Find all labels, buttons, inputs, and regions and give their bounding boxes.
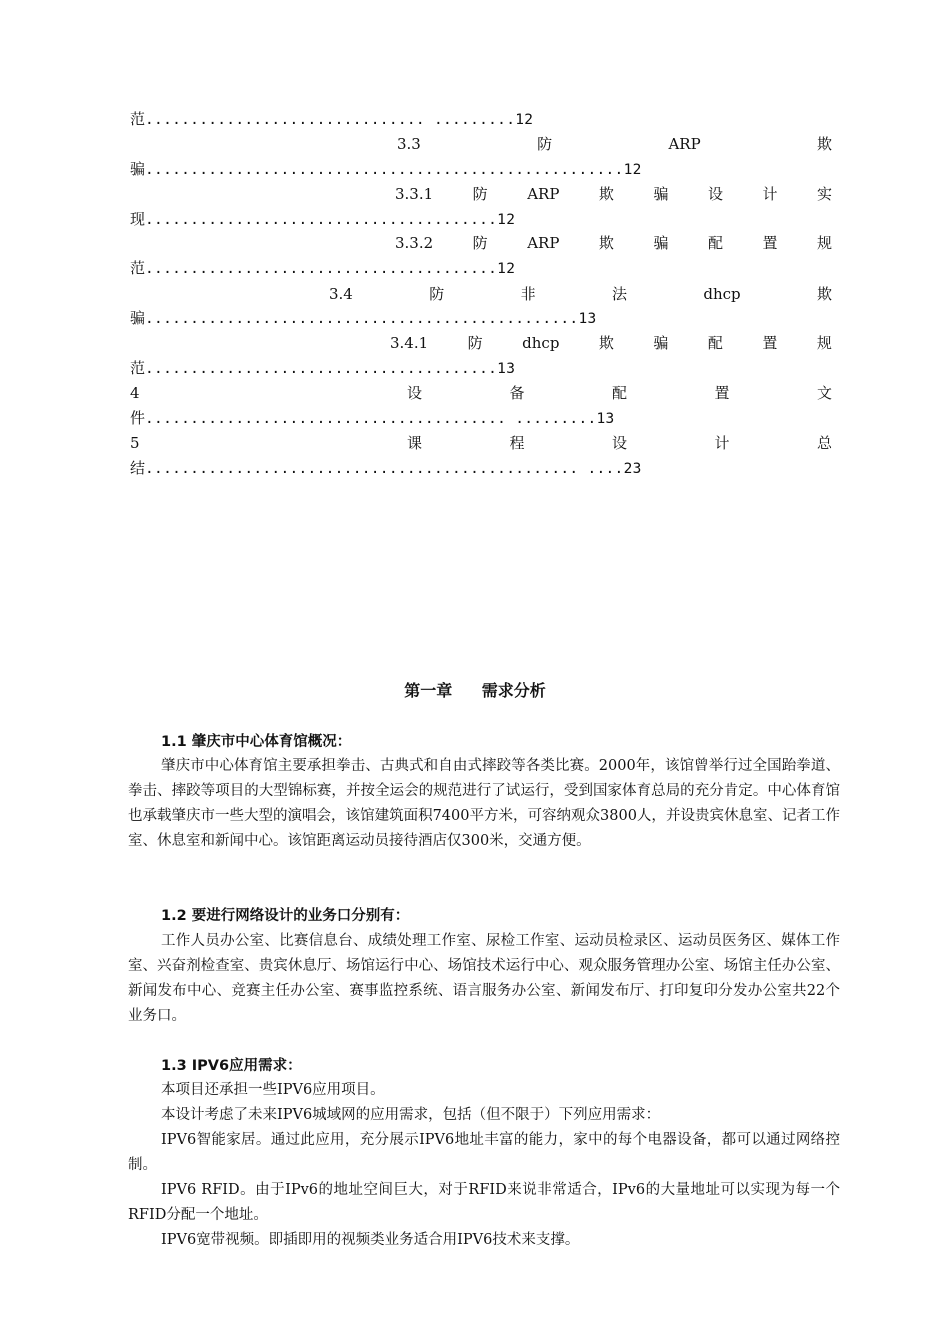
section-1-2-heading: 1.2 要进行网络设计的业务口分别有： (161, 908, 410, 924)
toc-text: 设 (407, 384, 423, 402)
section-1-1-heading: 1.1 肇庆市中心体育馆概况： (161, 734, 352, 750)
section-1-3-paragraph-2: 本设计考虑了未来IPV6城域网的应用需求，包括（但不限于）下列应用需求： (161, 1107, 661, 1123)
toc-entry-5[interactable] (130, 431, 832, 456)
toc-entry-5-tail[interactable] (130, 456, 832, 481)
toc-text: 实 (816, 185, 832, 203)
section-1-1-paragraph: 肇庆市中心体育馆主要承担拳击、古典式和自由式摔跤等各类比赛。2000年，该馆曾举行过全国跆拳道、拳击、摔跤等项目的大型锦标赛，并按全运会的规范进行了试运行，受到国家体育总局的充分肯定。中心体育馆也承载肇庆市一些大型的演唱会，该馆建筑面积7400平方米，可容纳观众3800人，并设贵宾休息室、记者工作室、休息室和新闻中心。该馆距离运动员接待酒店仅300米，交通方便。 (128, 758, 840, 849)
toc-text: 置 (714, 384, 730, 402)
toc-number: 3.3.2 (395, 234, 434, 252)
section-1-2-paragraph: 工作人员办公室、比赛信息台、成绩处理工作室、尿检工作室、运动员检录区、运动员医务区、媒体工作室、兴奋剂检查室、贵宾休息厅、场馆运行中心、场馆技术运行中心、观众服务管理办公室、场馆主任办公室、新闻发布中心、竞赛主任办公室、赛事监控系统、语言服务办公室、新闻发布厅、打印复印分发办公室共22个业务口。 (128, 933, 840, 1024)
toc-number: 3.3.1 (395, 185, 434, 203)
toc-entry-3-3-2[interactable] (395, 231, 832, 256)
toc-text: 程 (509, 434, 525, 452)
toc-text: 骗 (653, 185, 669, 203)
toc-entry-4-tail[interactable] (130, 406, 832, 431)
toc-text: 非 (520, 285, 536, 303)
toc-entry-3-2-2-tail[interactable] (130, 107, 832, 132)
toc-text: 欺 (598, 234, 614, 252)
toc-entry-3-4-1[interactable] (390, 331, 832, 356)
toc-number: 5 (130, 434, 140, 452)
toc-number: 3.3 (397, 135, 421, 153)
toc-number: 3.4.1 (390, 334, 429, 352)
toc-text: 配 (611, 384, 627, 402)
chapter-title: 第一章 需求分析 (404, 681, 546, 700)
toc-text: 现 (130, 210, 146, 228)
toc-text: 规 (816, 234, 832, 252)
toc-leader-page: .......................................13 (145, 361, 516, 377)
toc-text: 课 (407, 434, 423, 452)
toc-leader-page: ................................................ ....23 (145, 461, 642, 477)
toc-text: 欺 (598, 185, 614, 203)
toc-text: 骗 (130, 309, 146, 327)
toc-entry-3-3-1-tail[interactable] (130, 207, 832, 232)
section-1-3-paragraph-1: 本项目还承担一些IPV6应用项目。 (161, 1082, 385, 1098)
toc-entry-3-3[interactable] (397, 132, 832, 157)
toc-text: 配 (707, 334, 723, 352)
toc-text: 设 (707, 185, 723, 203)
toc-text: 法 (611, 285, 627, 303)
toc-entry-4[interactable] (130, 381, 832, 406)
toc-entry-3-3-1[interactable] (395, 182, 832, 207)
toc-text: 设 (611, 434, 627, 452)
toc-text: 计 (762, 185, 778, 203)
toc-number: 3.4 (329, 285, 353, 303)
section-1-3-heading: 1.3 IPV6应用需求： (161, 1058, 302, 1074)
toc-text: 文 (816, 384, 832, 402)
toc-text: 防 (537, 135, 553, 153)
toc-text: 配 (707, 234, 723, 252)
toc-text: ARP (527, 234, 560, 252)
toc-text: 欺 (816, 285, 832, 303)
toc-leader-page: ........................................ .........13 (145, 411, 615, 427)
toc-text: 计 (714, 434, 730, 452)
toc-text: 规 (816, 334, 832, 352)
toc-text: dhcp (522, 334, 560, 352)
toc-leader-page: .......................................12 (145, 261, 516, 277)
toc-entry-3-4[interactable] (329, 282, 832, 307)
toc-text: 总 (816, 434, 832, 452)
toc-entry-3-3-tail[interactable] (130, 157, 832, 182)
toc-text: 欺 (816, 135, 832, 153)
toc-text: 骗 (653, 334, 669, 352)
toc-leader-page: .....................................................12 (145, 162, 642, 178)
toc-text: 骗 (130, 160, 146, 178)
toc-text: ARP (527, 185, 560, 203)
toc-leader-page: .......................................12 (145, 212, 516, 228)
toc-text: 范 (130, 259, 146, 277)
toc-text: 防 (472, 234, 488, 252)
toc-text: 防 (472, 185, 488, 203)
toc-text: 骗 (653, 234, 669, 252)
toc-text: 范 (130, 359, 146, 377)
toc-text: 范 (130, 110, 146, 128)
section-1-3-paragraph-4: IPV6 RFID。由于IPv6的地址空间巨大，对于RFID来说非常适合，IPv6的大量地址可以实现为每一个RFID分配一个地址。 (128, 1182, 840, 1223)
section-1-3-paragraph-3: IPV6智能家居。通过此应用，充分展示IPV6地址丰富的能力，家中的每个电器设备，都可以通过网络控制。 (128, 1132, 840, 1173)
toc-text: dhcp (703, 285, 741, 303)
toc-text: 备 (509, 384, 525, 402)
toc-text: 置 (762, 234, 778, 252)
toc-entry-3-3-2-tail[interactable] (130, 256, 832, 281)
toc-text: ARP (668, 135, 701, 153)
toc-entry-3-4-tail[interactable] (130, 306, 832, 331)
toc-text: 结 (130, 459, 146, 477)
section-1-3-paragraph-5: IPV6宽带视频。即插即用的视频类业务适合用IPV6技术来支撑。 (161, 1232, 580, 1248)
toc-text: 防 (429, 285, 445, 303)
toc-text: 件 (130, 409, 146, 427)
toc-text: 置 (762, 334, 778, 352)
toc-leader-page: ............................... .........12 (145, 112, 534, 128)
toc-text: 防 (467, 334, 483, 352)
toc-text: 欺 (598, 334, 614, 352)
toc-entry-3-4-1-tail[interactable] (130, 356, 832, 381)
toc-number: 4 (130, 384, 140, 402)
toc-leader-page: ................................................13 (145, 311, 597, 327)
